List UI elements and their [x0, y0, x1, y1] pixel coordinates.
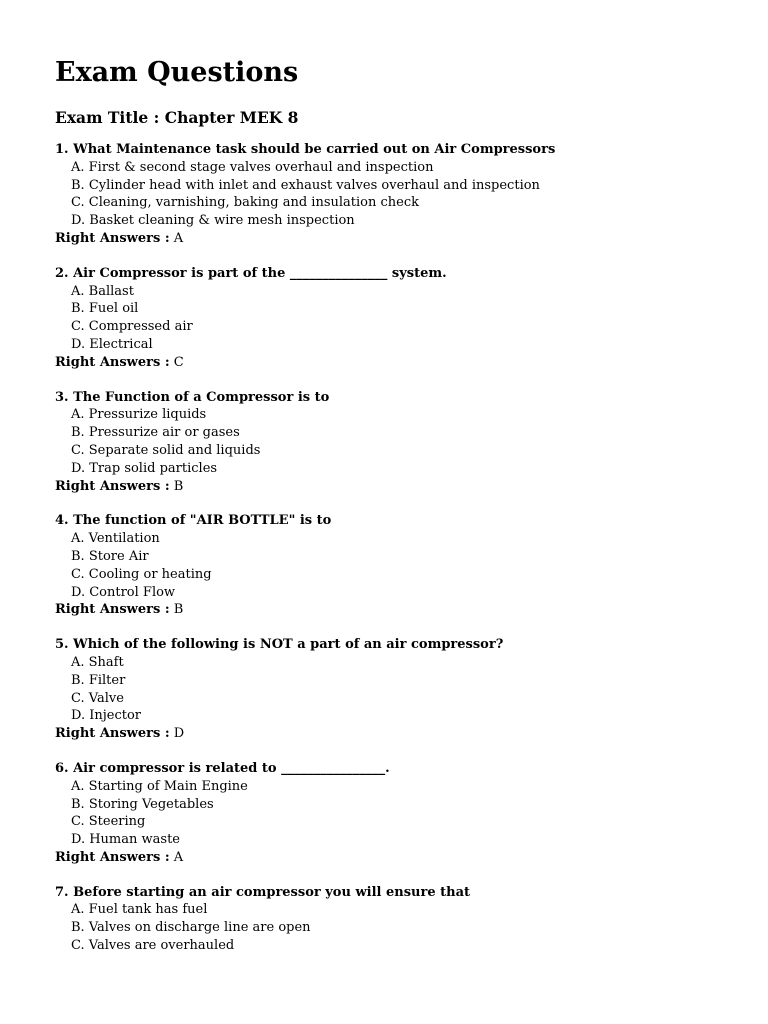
right-answer-value: A: [173, 849, 184, 865]
right-answer: [55, 478, 755, 496]
right-answer: [55, 725, 755, 743]
right-answer-label: Right Answers :: [55, 478, 170, 494]
option-b: B. Valves on discharge line are open: [71, 920, 311, 936]
option-d: D. Control Flow: [71, 584, 176, 600]
question-6: [55, 760, 755, 867]
page-title: Exam Questions: [55, 57, 299, 88]
option-list: [55, 778, 755, 849]
option-a: A. Ventilation: [71, 531, 160, 547]
option-b: B. Storing Vegetables: [71, 796, 214, 812]
question-text: 7. Before starting an air compressor you will ensure that: [55, 884, 471, 900]
option-list: [55, 530, 755, 601]
option-list: [55, 901, 755, 954]
question-text: 6. Air compressor is related to ________________.: [55, 760, 390, 776]
option-b: B. Store Air: [71, 548, 149, 564]
question-4: [55, 512, 755, 619]
right-answer-label: Right Answers :: [55, 230, 170, 246]
option-d: D. Injector: [71, 708, 142, 724]
option-d: D. Trap solid particles: [71, 460, 218, 476]
option-a: A. First & second stage valves overhaul and inspection: [71, 159, 434, 175]
right-answer: [55, 601, 755, 619]
right-answer-label: Right Answers :: [55, 602, 170, 618]
option-d: D. Basket cleaning & wire mesh inspection: [71, 213, 355, 229]
option-b: B. Cylinder head with inlet and exhaust valves overhaul and inspection: [71, 177, 540, 193]
option-c: C. Steering: [71, 814, 146, 830]
option-c: C. Separate solid and liquids: [71, 442, 261, 458]
question-text: 4. The function of "AIR BOTTLE" is to: [55, 513, 332, 529]
option-c: C. Compressed air: [71, 319, 193, 335]
option-b: B. Pressurize air or gases: [71, 425, 240, 441]
option-c: C. Cooling or heating: [71, 566, 212, 582]
exam-title: Exam Title : Chapter MEK 8: [55, 108, 299, 127]
right-answer-value: B: [173, 478, 184, 494]
right-answer: [55, 849, 755, 867]
question-5: [55, 636, 755, 743]
option-d: D. Electrical: [71, 336, 153, 352]
option-a: A. Shaft: [71, 654, 124, 670]
question-text: 2. Air Compressor is part of the _______________ system.: [55, 265, 447, 281]
question-3: [55, 389, 755, 496]
option-c: C. Cleaning, varnishing, baking and insulation check: [71, 195, 419, 211]
right-answer-value: B: [173, 602, 184, 618]
option-c: C. Valves are overhauled: [71, 938, 235, 954]
question-1: [55, 141, 755, 248]
option-c: C. Valve: [71, 690, 124, 706]
question-7: [55, 884, 755, 955]
option-a: A. Pressurize liquids: [71, 407, 207, 423]
option-b: B. Filter: [71, 672, 126, 688]
right-answer-label: Right Answers :: [55, 354, 170, 370]
option-a: A. Ballast: [71, 283, 134, 299]
right-answer-value: C: [173, 354, 184, 370]
option-a: A. Starting of Main Engine: [71, 778, 248, 794]
question-text: 1. What Maintenance task should be carried out on Air Compressors: [55, 142, 556, 157]
option-a: A. Fuel tank has fuel: [71, 902, 208, 918]
option-list: [55, 406, 755, 477]
right-answer-value: D: [173, 726, 185, 742]
option-list: [55, 654, 755, 725]
question-2: [55, 265, 755, 372]
right-answer-label: Right Answers :: [55, 849, 170, 865]
option-list: [55, 283, 755, 354]
option-b: B. Fuel oil: [71, 301, 139, 317]
question-text: 3. The Function of a Compressor is to: [55, 389, 330, 405]
right-answer-value: A: [173, 230, 184, 246]
question-text: 5. Which of the following is NOT a part of an air compressor?: [55, 637, 504, 653]
option-d: D. Human waste: [71, 832, 180, 848]
question-list: [55, 141, 755, 972]
right-answer: [55, 230, 755, 248]
option-list: [55, 159, 755, 230]
right-answer-label: Right Answers :: [55, 726, 170, 742]
right-answer: [55, 354, 755, 372]
